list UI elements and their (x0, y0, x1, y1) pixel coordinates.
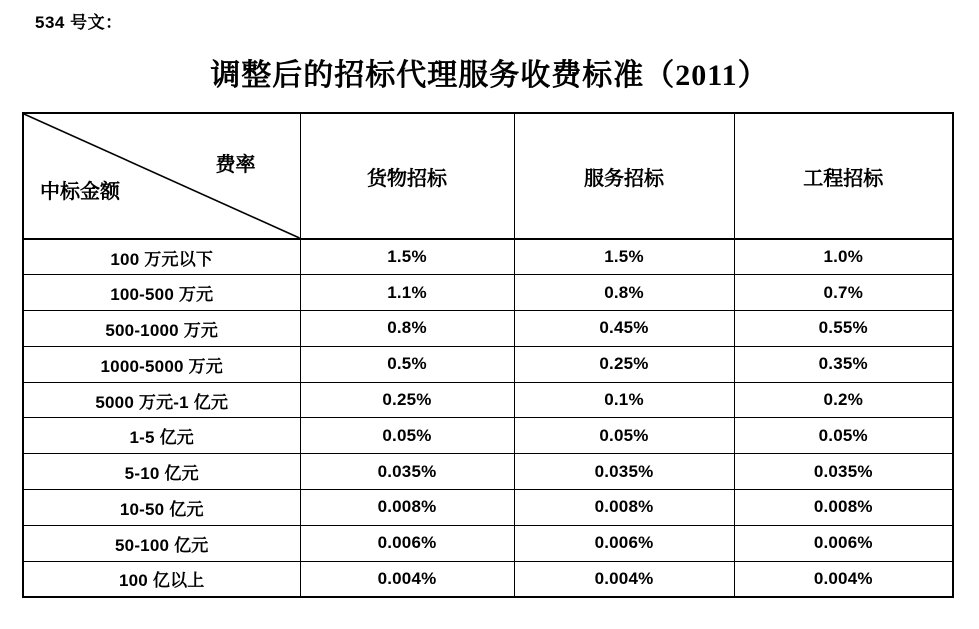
row-label: 1-5 亿元 (23, 418, 300, 454)
table-row (23, 239, 953, 275)
column-header-services: 服务招标 (514, 113, 734, 239)
fee-value: 0.2% (734, 382, 953, 418)
table-row (23, 454, 953, 490)
fee-value: 0.006% (514, 525, 734, 561)
row-label: 5-10 亿元 (23, 454, 300, 490)
fee-value: 0.25% (514, 346, 734, 382)
table-row (23, 346, 953, 382)
fee-value: 0.8% (300, 311, 514, 347)
fee-value: 1.0% (734, 239, 953, 275)
fee-value: 0.006% (300, 525, 514, 561)
table-row (23, 525, 953, 561)
header-row (23, 113, 953, 239)
fee-value: 0.004% (734, 561, 953, 597)
fee-value: 0.004% (300, 561, 514, 597)
table-row (23, 490, 953, 526)
doc-number-label: 534 号文： (35, 13, 123, 32)
table-row (23, 418, 953, 454)
row-label: 500-1000 万元 (23, 311, 300, 347)
fee-value: 1.5% (514, 239, 734, 275)
row-label: 1000-5000 万元 (23, 346, 300, 382)
fee-value: 0.035% (300, 454, 514, 490)
fee-value: 1.5% (300, 239, 514, 275)
fee-value: 0.05% (300, 418, 514, 454)
row-label: 100-500 万元 (23, 275, 300, 311)
fee-table (22, 112, 954, 598)
fee-value: 1.1% (300, 275, 514, 311)
row-label: 50-100 亿元 (23, 525, 300, 561)
fee-value: 0.035% (514, 454, 734, 490)
fee-value: 0.45% (514, 311, 734, 347)
corner-header-cell (23, 113, 300, 239)
fee-table-body (23, 239, 953, 597)
column-header-goods: 货物招标 (300, 113, 514, 239)
fee-value: 0.004% (514, 561, 734, 597)
fee-value: 0.1% (514, 382, 734, 418)
row-label: 10-50 亿元 (23, 490, 300, 526)
fee-value: 0.05% (734, 418, 953, 454)
row-label: 100 亿以上 (23, 561, 300, 597)
fee-value: 0.5% (300, 346, 514, 382)
table-row (23, 275, 953, 311)
row-label: 100 万元以下 (23, 239, 300, 275)
fee-value: 0.035% (734, 454, 953, 490)
fee-value: 0.008% (300, 490, 514, 526)
table-row (23, 561, 953, 597)
column-header-engineering: 工程招标 (734, 113, 953, 239)
fee-value: 0.7% (734, 275, 953, 311)
row-label: 5000 万元-1 亿元 (23, 382, 300, 418)
fee-value: 0.55% (734, 311, 953, 347)
corner-label-bid-amount: 中标金额 (40, 181, 120, 203)
fee-value: 0.008% (514, 490, 734, 526)
fee-value: 0.35% (734, 346, 953, 382)
fee-value: 0.25% (300, 382, 514, 418)
fee-value: 0.8% (514, 275, 734, 311)
doc-title: 调整后的招标代理服务收费标准（2011） (210, 59, 769, 92)
fee-value: 0.05% (514, 418, 734, 454)
table-row (23, 382, 953, 418)
table-row (23, 311, 953, 347)
corner-label-fee-rate: 费率 (215, 154, 256, 176)
fee-value: 0.006% (734, 525, 953, 561)
fee-value: 0.008% (734, 490, 953, 526)
